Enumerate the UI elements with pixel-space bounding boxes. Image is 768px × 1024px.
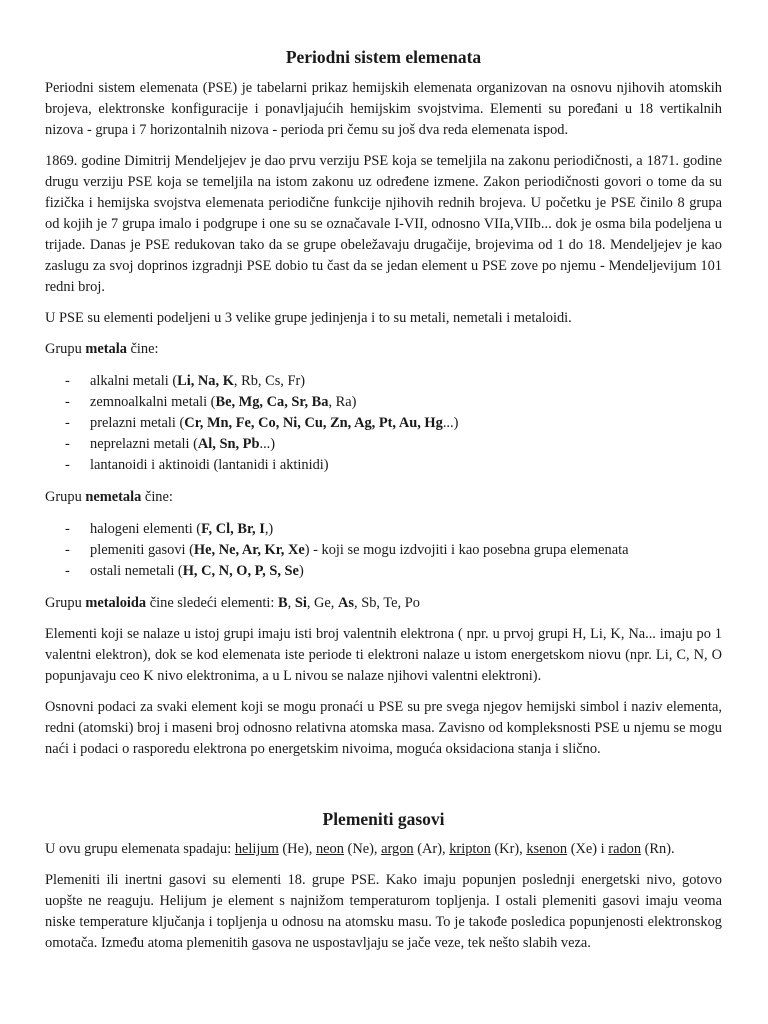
page-title: Periodni sistem elemenata <box>285 47 482 67</box>
valence-paragraph: Elementi koji se nalaze u istoj grupi imaju isti broj valentnih elektrona ( npr. u prvoj grupi H, Li, K, Na... imaju po 1 valentni elektron), dok se kod elemenata iste periode ti elektroni nalaze u istom energetskom niovu (npr. Li, C, N, O popunjavaju ceo K nivo elektronima, a u L nivou se nalaze njihovi valentni elektroni). <box>45 626 722 684</box>
link-helijum[interactable]: helijum <box>234 841 279 857</box>
basic-data-paragraph: Osnovni podaci za svaki element koji se mogu pronaći u PSE su pre svega njegov hemijski simbol i naziv elementa, redni (atomski) broj i maseni broj odnosno relativna atomska masa. Zavisno od kompleksnosti PSE u njemu se mogu naći i podaci o rasporedu elektrona po energetskim nivoima, moguća oksidaciona stanja i slično. <box>45 699 722 757</box>
nonmetals-list <box>45 519 722 582</box>
link-kripton[interactable]: kripton <box>449 841 491 857</box>
list-item: - plemeniti gasovi (He, Ne, Ar, Kr, Xe) - koji se mogu izdvojiti i kao posebna grupa elemenata <box>45 540 722 561</box>
history-paragraph: 1869. godine Dimitrij Mendeljejev je dao prvu verziju PSE koja se temeljila na zakonu periodičnosti, a 1871. godine drugu verziju PSE koja se temeljila na istom zakonu uz određene izmene. Zakon periodičnosti govori o tome da su fizička i hemijska svojstva elemenata periodične funkcije njihovih rednih brojeva. U početku je PSE činilo 8 grupa od kojih je 7 grupa imalo i podgrupe i one su se označavale I-VII, odnosno VIIa,VIIb... dok je osma bila podeljena u trijade. Danas je PSE redukovan tako da se grupe obeležavaju drugačije, brojevima od 1 do 18. Mendeljejev je kao zaslugu za svoj doprinos izgradnji PSE dobio tu čast da se jedan element u PSE zove po njemu - Mendeljevijum 101 redni broj. <box>45 153 722 295</box>
list-item: - ostali nemetali (H, C, N, O, P, S, Se) <box>45 561 722 582</box>
list-item: - lantanoidi i aktinoidi (lantanidi i aktinidi) <box>45 455 722 476</box>
nonmetals-lead: Grupu nemetala čine: <box>45 489 173 505</box>
list-item: - zemnoalkalni metali (Be, Mg, Ca, Sr, Ba, Ra) <box>45 392 722 413</box>
list-item: - halogeni elementi (F, Cl, Br, I,) <box>45 519 722 540</box>
metals-lead: Grupu metala čine: <box>45 341 159 357</box>
link-radon[interactable]: radon <box>608 841 642 857</box>
list-item: - alkalni metali (Li, Na, K, Rb, Cs, Fr) <box>45 371 722 392</box>
section-heading: Plemeniti gasovi <box>322 809 445 829</box>
link-argon[interactable]: argon <box>381 841 414 857</box>
link-neon[interactable]: neon <box>315 841 344 857</box>
noble-gases-description: Plemeniti ili inertni gasovi su elementi 18. grupe PSE. Kako imaju popunjen poslednji energetski nivo, gotovo uopšte ne reaguju. Helijum je element s najnižom temperaturom topljenja. I ostali plemeniti gasovi imaju veoma niske temperature ključanja i topljenja u odnosu na atomsku masu. To je takođe posledica popunjenosti elektronskog omotača. Između atoma plemenitih gasova ne uspostavljaju se jače veze, tek nešto slabih veza. <box>45 872 722 951</box>
noble-gases-members: U ovu grupu elemenata spadaju: helijum (He), neon (Ne), argon (Ar), kripton (Kr), ksenon (Xe) i radon (Rn). <box>45 841 675 857</box>
intro-paragraph: Periodni sistem elemenata (PSE) je tabelarni prikaz hemijskih elemenata organizovan na osnovu njihovih atomskih brojeva, elektronske konfiguracije i ponavljajućih hemijskim svojstvima. Elementi su poređani u 18 vertikalnih nizova - grupa i 7 horizontalnih nizova - perioda pri čemu su još dva reda elemenata ispod. <box>45 80 722 138</box>
metalloids-paragraph: Grupu metaloida čine sledeći elementi: B, Si, Ge, As, Sb, Te, Po <box>45 595 420 611</box>
groups-intro-paragraph: U PSE su elementi podeljeni u 3 velike grupe jedinjenja i to su metali, nemetali i metaloidi. <box>45 310 572 326</box>
list-item: - prelazni metali (Cr, Mn, Fe, Co, Ni, Cu, Zn, Ag, Pt, Au, Hg...) <box>45 413 722 434</box>
metals-list <box>45 371 722 476</box>
list-item: - neprelazni metali (Al, Sn, Pb...) <box>45 434 722 455</box>
link-ksenon[interactable]: ksenon <box>526 841 568 857</box>
